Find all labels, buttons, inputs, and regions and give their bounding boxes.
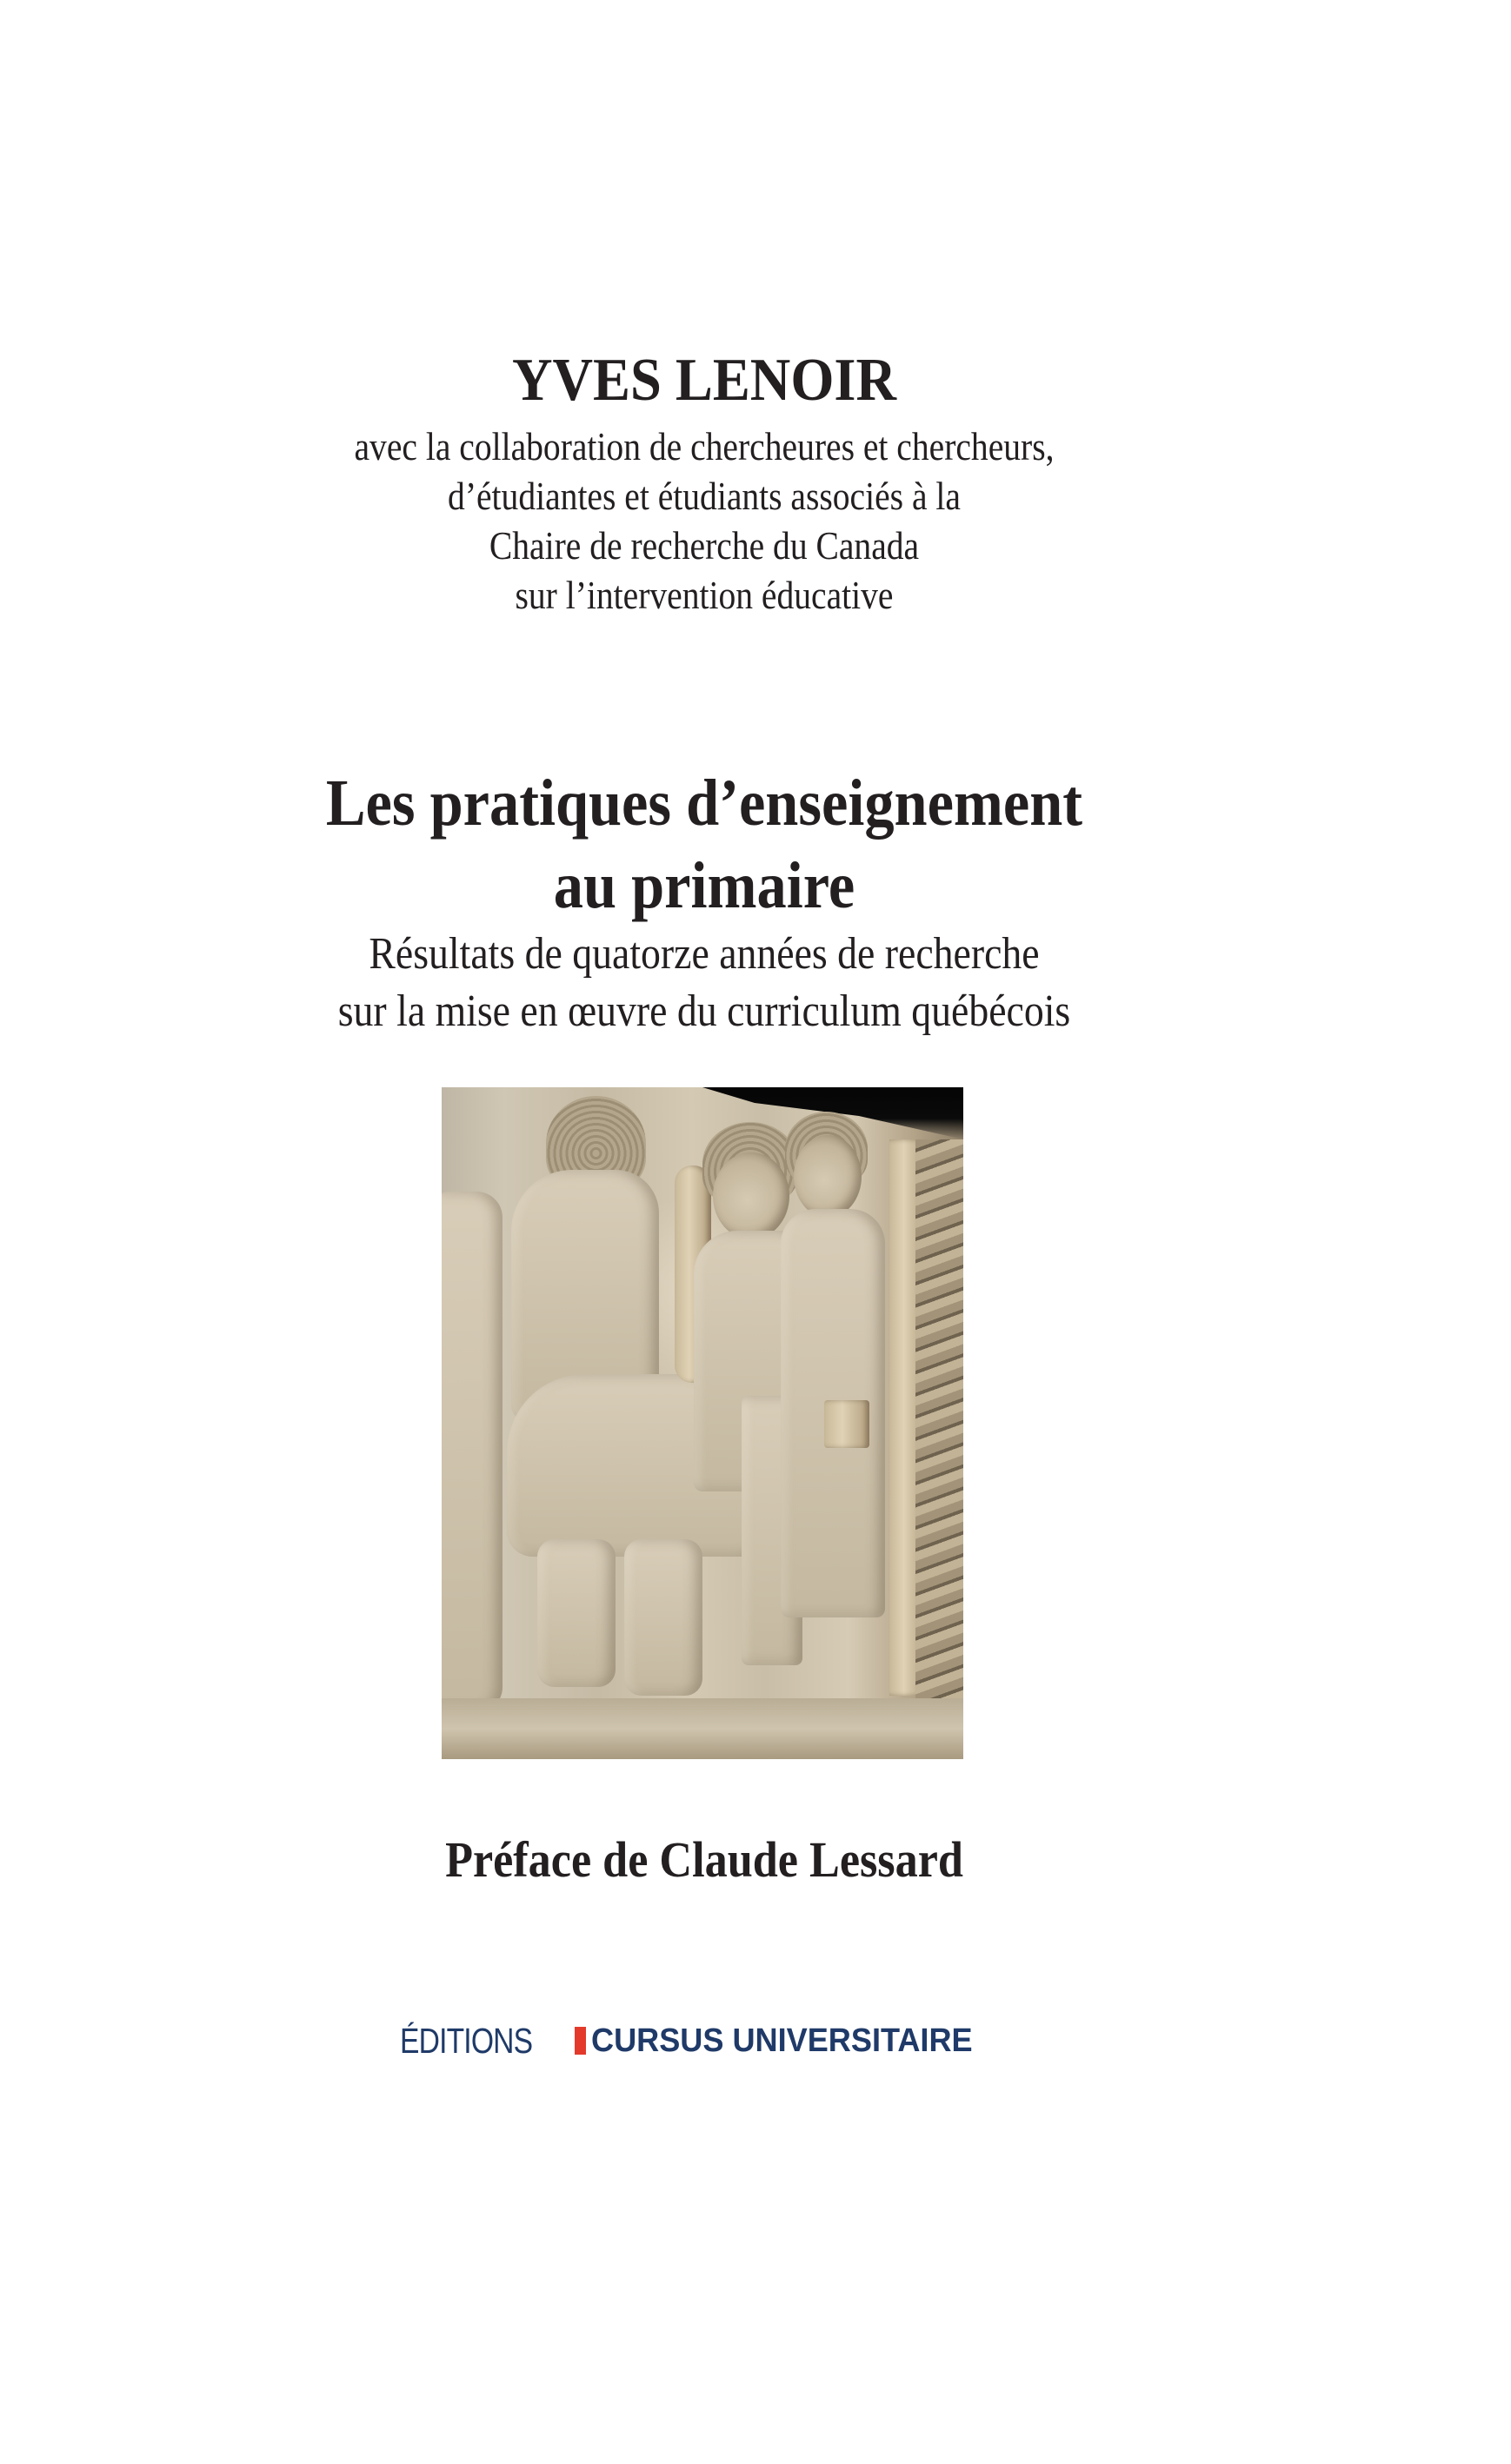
- relief-pupil-face: [713, 1152, 789, 1239]
- relief-teacher-leg: [537, 1539, 616, 1687]
- publisher-prefix: ÉDITIONS: [400, 2020, 533, 2061]
- collaboration-line: Chaire de recherche du Canada: [489, 523, 920, 568]
- title-line: au primaire: [553, 849, 855, 922]
- publisher-name: CURSUS UNIVERSITAIRE: [591, 2022, 973, 2059]
- author-name: YVES LENOIR: [512, 347, 896, 414]
- collaboration-line: d’étudiantes et étudiants associés à la: [448, 474, 961, 518]
- publisher-red-bar-icon: [575, 2027, 586, 2055]
- relief-standing-pupil-face: [794, 1135, 862, 1218]
- cover-illustration-stone-relief: [442, 1087, 963, 1759]
- relief-rubble-edge: [915, 1139, 963, 1698]
- title-line: Les pratiques d’enseignement: [325, 767, 1083, 840]
- collaboration-credits: [98, 422, 1309, 620]
- relief-ground: [442, 1698, 963, 1759]
- collaboration-line: sur l’intervention éducative: [515, 573, 894, 617]
- preface-credit: Préface de Claude Lessard: [445, 1831, 963, 1888]
- subtitle-line: sur la mise en œuvre du curriculum québécois: [337, 986, 1071, 1036]
- relief-figure-left-edge: [442, 1192, 503, 1713]
- collaboration-line: avec la collaboration de chercheures et chercheurs,: [354, 424, 1055, 468]
- subtitle-line: Résultats de quatorze années de recherche: [369, 929, 1040, 979]
- publisher-logo: [400, 2022, 993, 2060]
- relief-tablet-box: [824, 1400, 869, 1448]
- book-title: [70, 762, 1338, 927]
- book-subtitle: [84, 926, 1324, 1040]
- relief-teacher-leg: [624, 1539, 702, 1696]
